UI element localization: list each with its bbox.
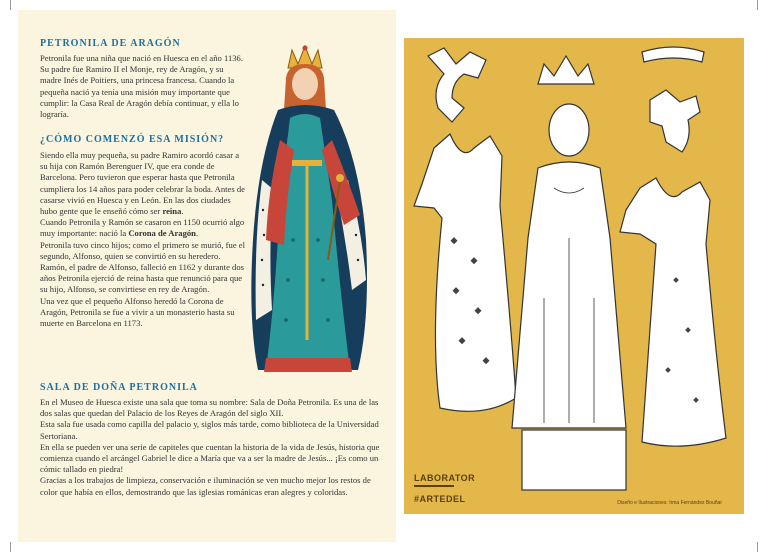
paper-doll-panel <box>404 38 744 514</box>
paragraph: Gracias a los trabajos de limpieza, conservación e iluminación se ven mucho mejor los restos de color que había en ellos, demostrando que las iglesias románicas eran alegres y coloridas. <box>40 475 371 497</box>
queen-illustration <box>228 40 388 395</box>
logo-divider <box>414 485 454 492</box>
section-title-petronila: PETRONILA DE ARAGÓN <box>40 38 181 49</box>
headband-cutout <box>642 47 704 62</box>
section-title-mision: ¿CÓMO COMENZÓ ESA MISIÓN? <box>40 134 225 145</box>
doll-head <box>549 104 589 156</box>
bold-term: Corona de Aragón <box>128 228 196 239</box>
section-title-sala: SALA DE DOÑA PETRONILA <box>40 382 198 393</box>
hair-piece-cutout <box>428 48 486 122</box>
paragraph: Siendo ella muy pequeña, su padre Ramiro acordó casar a su hija con Ramón Berenguer IV, que era conde de Barcelona. Pero tuvieron que esperar hasta que Petronila cumpliera los 14 años para poder celebrar la boda. Antes de casarse vivió en Huesca y en León. En las dos ciudades hubo gente que le enseñó cómo ser reina. <box>40 150 245 217</box>
section-body-mision <box>40 150 245 329</box>
gown-left-cutout <box>414 134 516 411</box>
crop-mark <box>0 542 11 552</box>
crop-mark <box>757 0 768 10</box>
illustration-credit: Diseño e Ilustraciones: Irma Fernández Bouñar <box>617 500 722 506</box>
paragraph: Cuando Petronila y Ramón se casaron en 1150 ocurrió algo muy importante: nació la Corona de Aragón. <box>40 217 245 239</box>
paragraph: Petronila tuvo cinco hijos; como el primero se murió, fue el segundo, Alfonso, quien se convirtió en su heredero. Ramón, el padre de Alfonso, falleció en 1162 y durante dos años Petronila ejerció de reina hasta que renunció para que su hijo, Alfonso, se convirtiese en rey de Aragón. <box>40 239 246 295</box>
section-body-sala <box>40 397 380 498</box>
paragraph: Petronila fue una niña que nació en Huesca en el año 1136. Su padre fue Ramiro II el Monje, rey de Aragón, y su madre Inés de Poitiers, una princesa francesa. Cuando la pequeña nació ya tenía una misión muy importante que cumplir: la Casa Real de Aragón debía continuar, y ella lo lograría. <box>40 53 243 120</box>
bold-term: reina <box>162 206 182 217</box>
section-body-petronila <box>40 53 245 120</box>
veil-cutout <box>650 90 700 152</box>
gown-right-cutout <box>620 178 726 446</box>
paragraph: Una vez que el pequeño Alfonso heredó la Corona de Aragón, Petronila se fue a vivir a un monasterio hasta su muerte en Barcelona en 1173. <box>40 295 235 329</box>
crop-mark <box>0 0 11 10</box>
laboratorio-logo <box>414 473 476 504</box>
doll-stand <box>522 430 626 490</box>
paper-doll-cutouts <box>404 38 744 514</box>
paragraph: Esta sala fue usada como capilla del palacio y, siglos más tarde, como biblioteca de la Universidad Sertoriana. <box>40 419 379 441</box>
crop-mark <box>757 542 768 552</box>
logo-line1: LABORATOR <box>414 473 476 483</box>
left-page <box>18 10 396 542</box>
crown-cutout <box>538 56 594 84</box>
paragraph: En ella se pueden ver una serie de capiteles que cuentan la historia de la vida de Jesús, historia que comienza cuando el arcángel Gabriel le dice a María que va a ser la madre de Jesús... ¡Es como un cómic tallado en piedra! <box>40 441 380 475</box>
logo-line2: #ARTEDEL <box>414 494 466 504</box>
paragraph: En el Museo de Huesca existe una sala que toma su nombre: Sala de Doña Petronila. Es una de las dos salas que quedan del Palacio de los Reyes de Aragón del siglo XII. <box>40 397 379 419</box>
